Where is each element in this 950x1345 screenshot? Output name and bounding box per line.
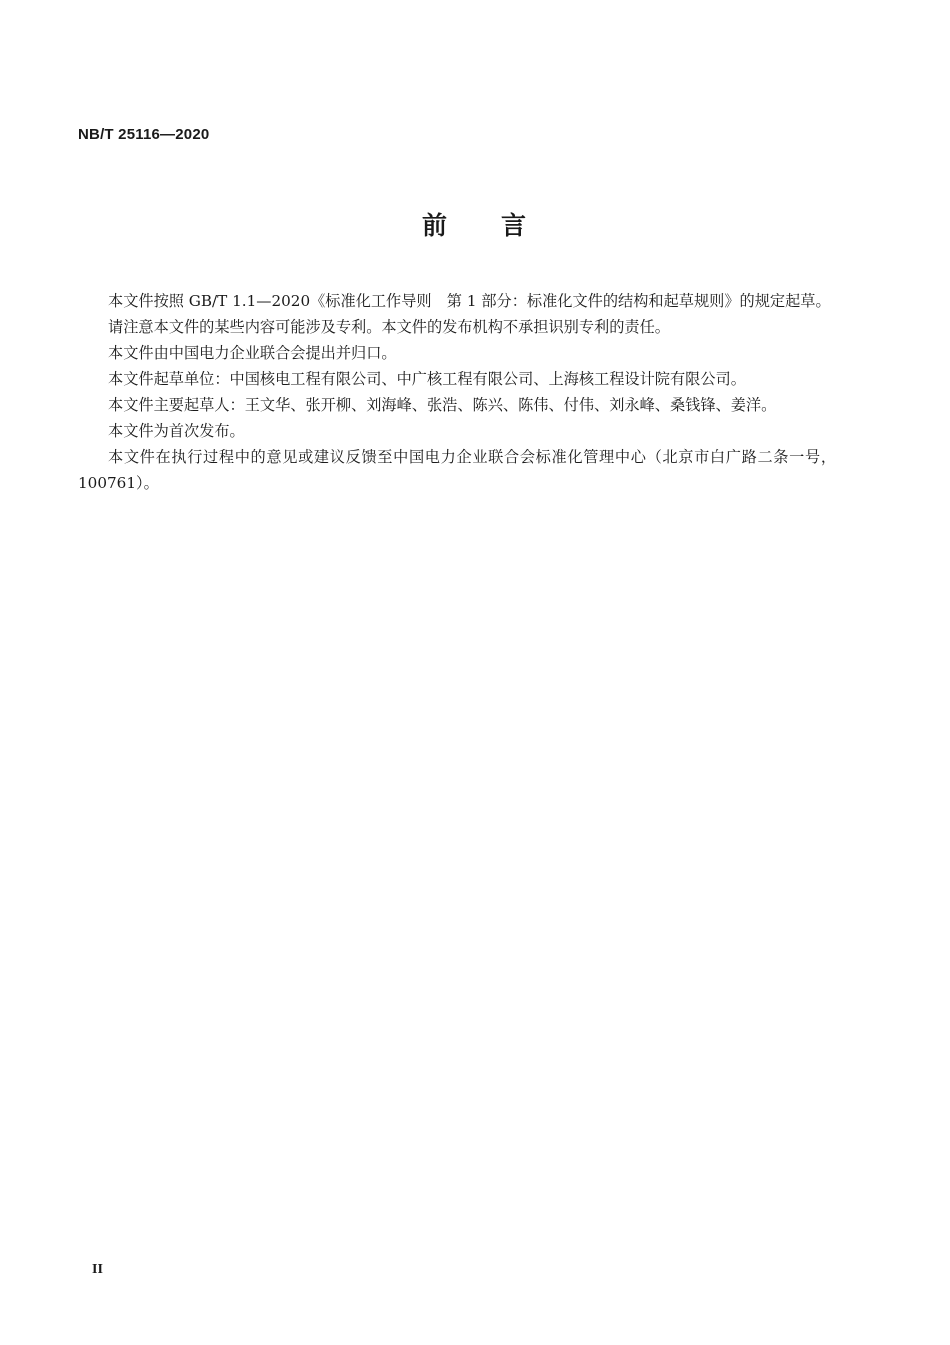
paragraph-feedback: 本文件在执行过程中的意见或建议反馈至中国电力企业联合会标准化管理中心（北京市白广路二条一号，100761）。 — [78, 448, 836, 492]
paragraph-proposer: 本文件由中国电力企业联合会提出并归口。 — [108, 344, 397, 362]
standard-number: NB/T 25116—2020 — [78, 126, 210, 143]
paragraph-drafters: 本文件主要起草人：王文华、张开柳、刘海峰、张浩、陈兴、陈伟、付伟、刘永峰、桑钱锋、姜洋。 — [108, 396, 777, 414]
page-title — [0, 206, 950, 242]
title-char-2: 言 — [501, 211, 529, 240]
paragraph-patent-notice: 请注意本文件的某些内容可能涉及专利。本文件的发布机构不承担识别专利的责任。 — [108, 318, 670, 336]
foreword-body — [78, 288, 836, 496]
paragraph-drafting-rules: 本文件按照 GB/T 1.1—2020《标准化工作导则 第 1 部分：标准化文件的结构和起草规则》的规定起草。 — [108, 292, 831, 310]
page-number: II — [92, 1262, 103, 1277]
title-char-1: 前 — [421, 211, 449, 240]
paragraph-drafting-units: 本文件起草单位：中国核电工程有限公司、中广核工程有限公司、上海核工程设计院有限公司。 — [108, 370, 746, 388]
paragraph-first-release: 本文件为首次发布。 — [108, 422, 245, 440]
